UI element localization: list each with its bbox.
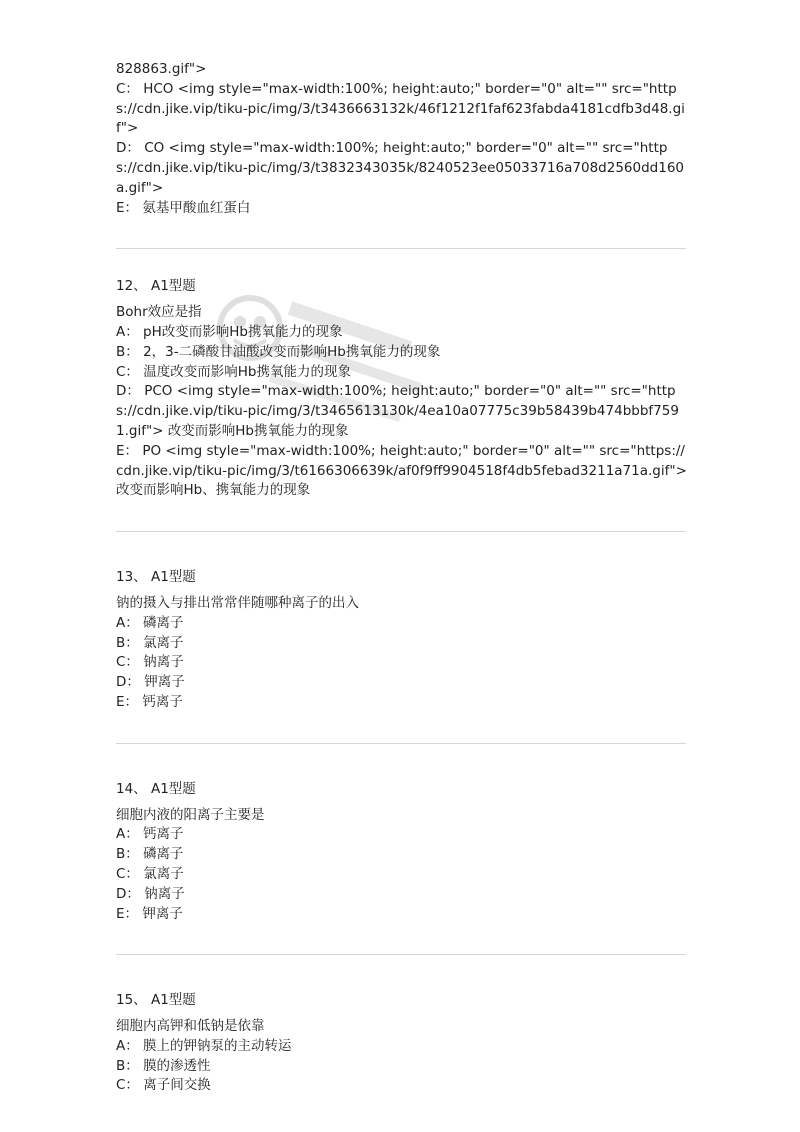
- option-a: [116, 614, 688, 634]
- option-letter: C：: [116, 865, 139, 882]
- question-14: [116, 780, 688, 925]
- question-stem: 细胞内液的阳离子主要是: [116, 806, 265, 823]
- option-a: [116, 1037, 688, 1057]
- option-a: [116, 825, 688, 845]
- question-type: A1型题: [150, 780, 196, 797]
- option-c: [116, 80, 688, 139]
- option-text: 膜上的钾钠泵的主动转运: [143, 1037, 292, 1054]
- option-c: [116, 865, 688, 885]
- question-stem: 钠的摄入与排出常常伴随哪种离子的出入: [116, 594, 359, 611]
- option-letter: C：: [116, 654, 139, 671]
- option-d: [116, 139, 688, 198]
- option-b: [116, 634, 688, 654]
- option-c: [116, 653, 688, 673]
- option-text: 膜的渗透性: [143, 1057, 211, 1074]
- option-text: 温度改变而影响Hb携氧能力的现象: [143, 363, 351, 380]
- question-number: 13、: [116, 569, 147, 586]
- option-letter: B：: [116, 634, 139, 651]
- option-e: [116, 693, 688, 713]
- option-letter: D：: [116, 383, 140, 400]
- option-text: 氨基甲酸血红蛋白: [142, 199, 251, 216]
- option-b: [116, 343, 688, 363]
- question-header: [116, 780, 688, 800]
- option-d: [116, 885, 688, 905]
- continued-text: 828863.gif">: [116, 61, 207, 77]
- option-text: 钙离子: [142, 693, 183, 710]
- option-d: [116, 673, 688, 693]
- question-number: 15、: [116, 992, 147, 1009]
- option-text: 钙离子: [143, 826, 184, 843]
- option-letter: B：: [116, 846, 139, 863]
- option-d: [116, 382, 688, 441]
- option-letter: A：: [116, 826, 139, 843]
- option-letter: D：: [116, 140, 140, 157]
- option-c: [116, 1076, 688, 1096]
- option-text: 钠离子: [143, 654, 184, 671]
- option-letter: B：: [116, 1057, 139, 1074]
- question-stem: 细胞内高钾和低钠是依靠: [116, 1018, 265, 1035]
- option-letter: E：: [116, 693, 139, 710]
- question-number: 12、: [116, 278, 147, 295]
- divider: [116, 743, 686, 744]
- option-text: 氯离子: [143, 865, 184, 882]
- divider: [116, 531, 686, 532]
- option-e: [116, 442, 688, 501]
- option-letter: D：: [116, 885, 140, 902]
- option-b: [116, 1057, 688, 1077]
- option-letter: E：: [116, 199, 139, 216]
- question-type: A1型题: [150, 278, 196, 295]
- question-number: 14、: [116, 780, 147, 797]
- question-type: A1型题: [150, 992, 196, 1009]
- option-letter: B：: [116, 343, 139, 360]
- question-11-tail: [116, 60, 688, 218]
- document-page: [116, 60, 688, 1096]
- option-e: [116, 199, 688, 219]
- option-letter: C：: [116, 80, 139, 97]
- question-header: [116, 991, 688, 1011]
- option-text: 钠离子: [144, 885, 185, 902]
- option-text: 钾离子: [142, 905, 183, 922]
- option-letter: E：: [116, 905, 139, 922]
- option-letter: C：: [116, 1077, 139, 1094]
- option-e: [116, 905, 688, 925]
- option-letter: C：: [116, 363, 139, 380]
- question-header: [116, 568, 688, 588]
- option-letter: D：: [116, 674, 140, 691]
- option-letter: A：: [116, 323, 139, 340]
- option-text: 磷离子: [143, 614, 184, 631]
- option-letter: A：: [116, 1037, 139, 1054]
- option-text: HCO <img style="max-width:100%; height:auto;" border="0" alt="" src="https://cdn.jike.vip/tiku-pic/img/3/t3436663132k/46f1212f1faf623fabda4181cdfb3d48.gif">: [116, 80, 685, 137]
- option-text: 离子间交换: [143, 1077, 211, 1094]
- option-letter: A：: [116, 614, 139, 631]
- divider: [116, 248, 686, 249]
- question-header: [116, 277, 688, 297]
- option-text: PCO <img style="max-width:100%; height:auto;" border="0" alt="" src="https://cdn.jike.vip/tiku-pic/img/3/t3465613130k/4ea10a07775c39b58439b474bbbf7591.gif"> 改变而影响Hb携氧能力的现象: [116, 383, 679, 439]
- option-b: [116, 845, 688, 865]
- question-15: [116, 991, 688, 1096]
- option-a: [116, 323, 688, 343]
- option-text: 钾离子: [144, 674, 185, 691]
- option-text: CO <img style="max-width:100%; height:auto;" border="0" alt="" src="https://cdn.jike.vip/tiku-pic/img/3/t3832343035k/8240523ee05033716a708d2560dd160a.gif">: [116, 140, 685, 196]
- question-12: [116, 277, 688, 501]
- question-type: A1型题: [150, 569, 196, 586]
- option-text: 2，3-二磷酸甘油酸改变而影响Hb携氧能力的现象: [143, 343, 441, 360]
- option-text: pH改变而影响Hb携氧能力的现象: [143, 323, 343, 340]
- question-13: [116, 568, 688, 713]
- question-stem: Bohr效应是指: [116, 304, 202, 321]
- option-text: 氯离子: [143, 634, 184, 651]
- option-letter: E：: [116, 442, 139, 459]
- option-c: [116, 363, 688, 383]
- option-text: PO <img style="max-width:100%; height:auto;" border="0" alt="" src="https://cdn.jike.vip/tiku-pic/img/3/t6166306639k/af0f9ff9904518f4db5febad3211a71a.gif"> 改变而影响Hb、携氧能力的现象: [116, 442, 687, 499]
- option-text: 磷离子: [143, 846, 184, 863]
- divider: [116, 954, 686, 955]
